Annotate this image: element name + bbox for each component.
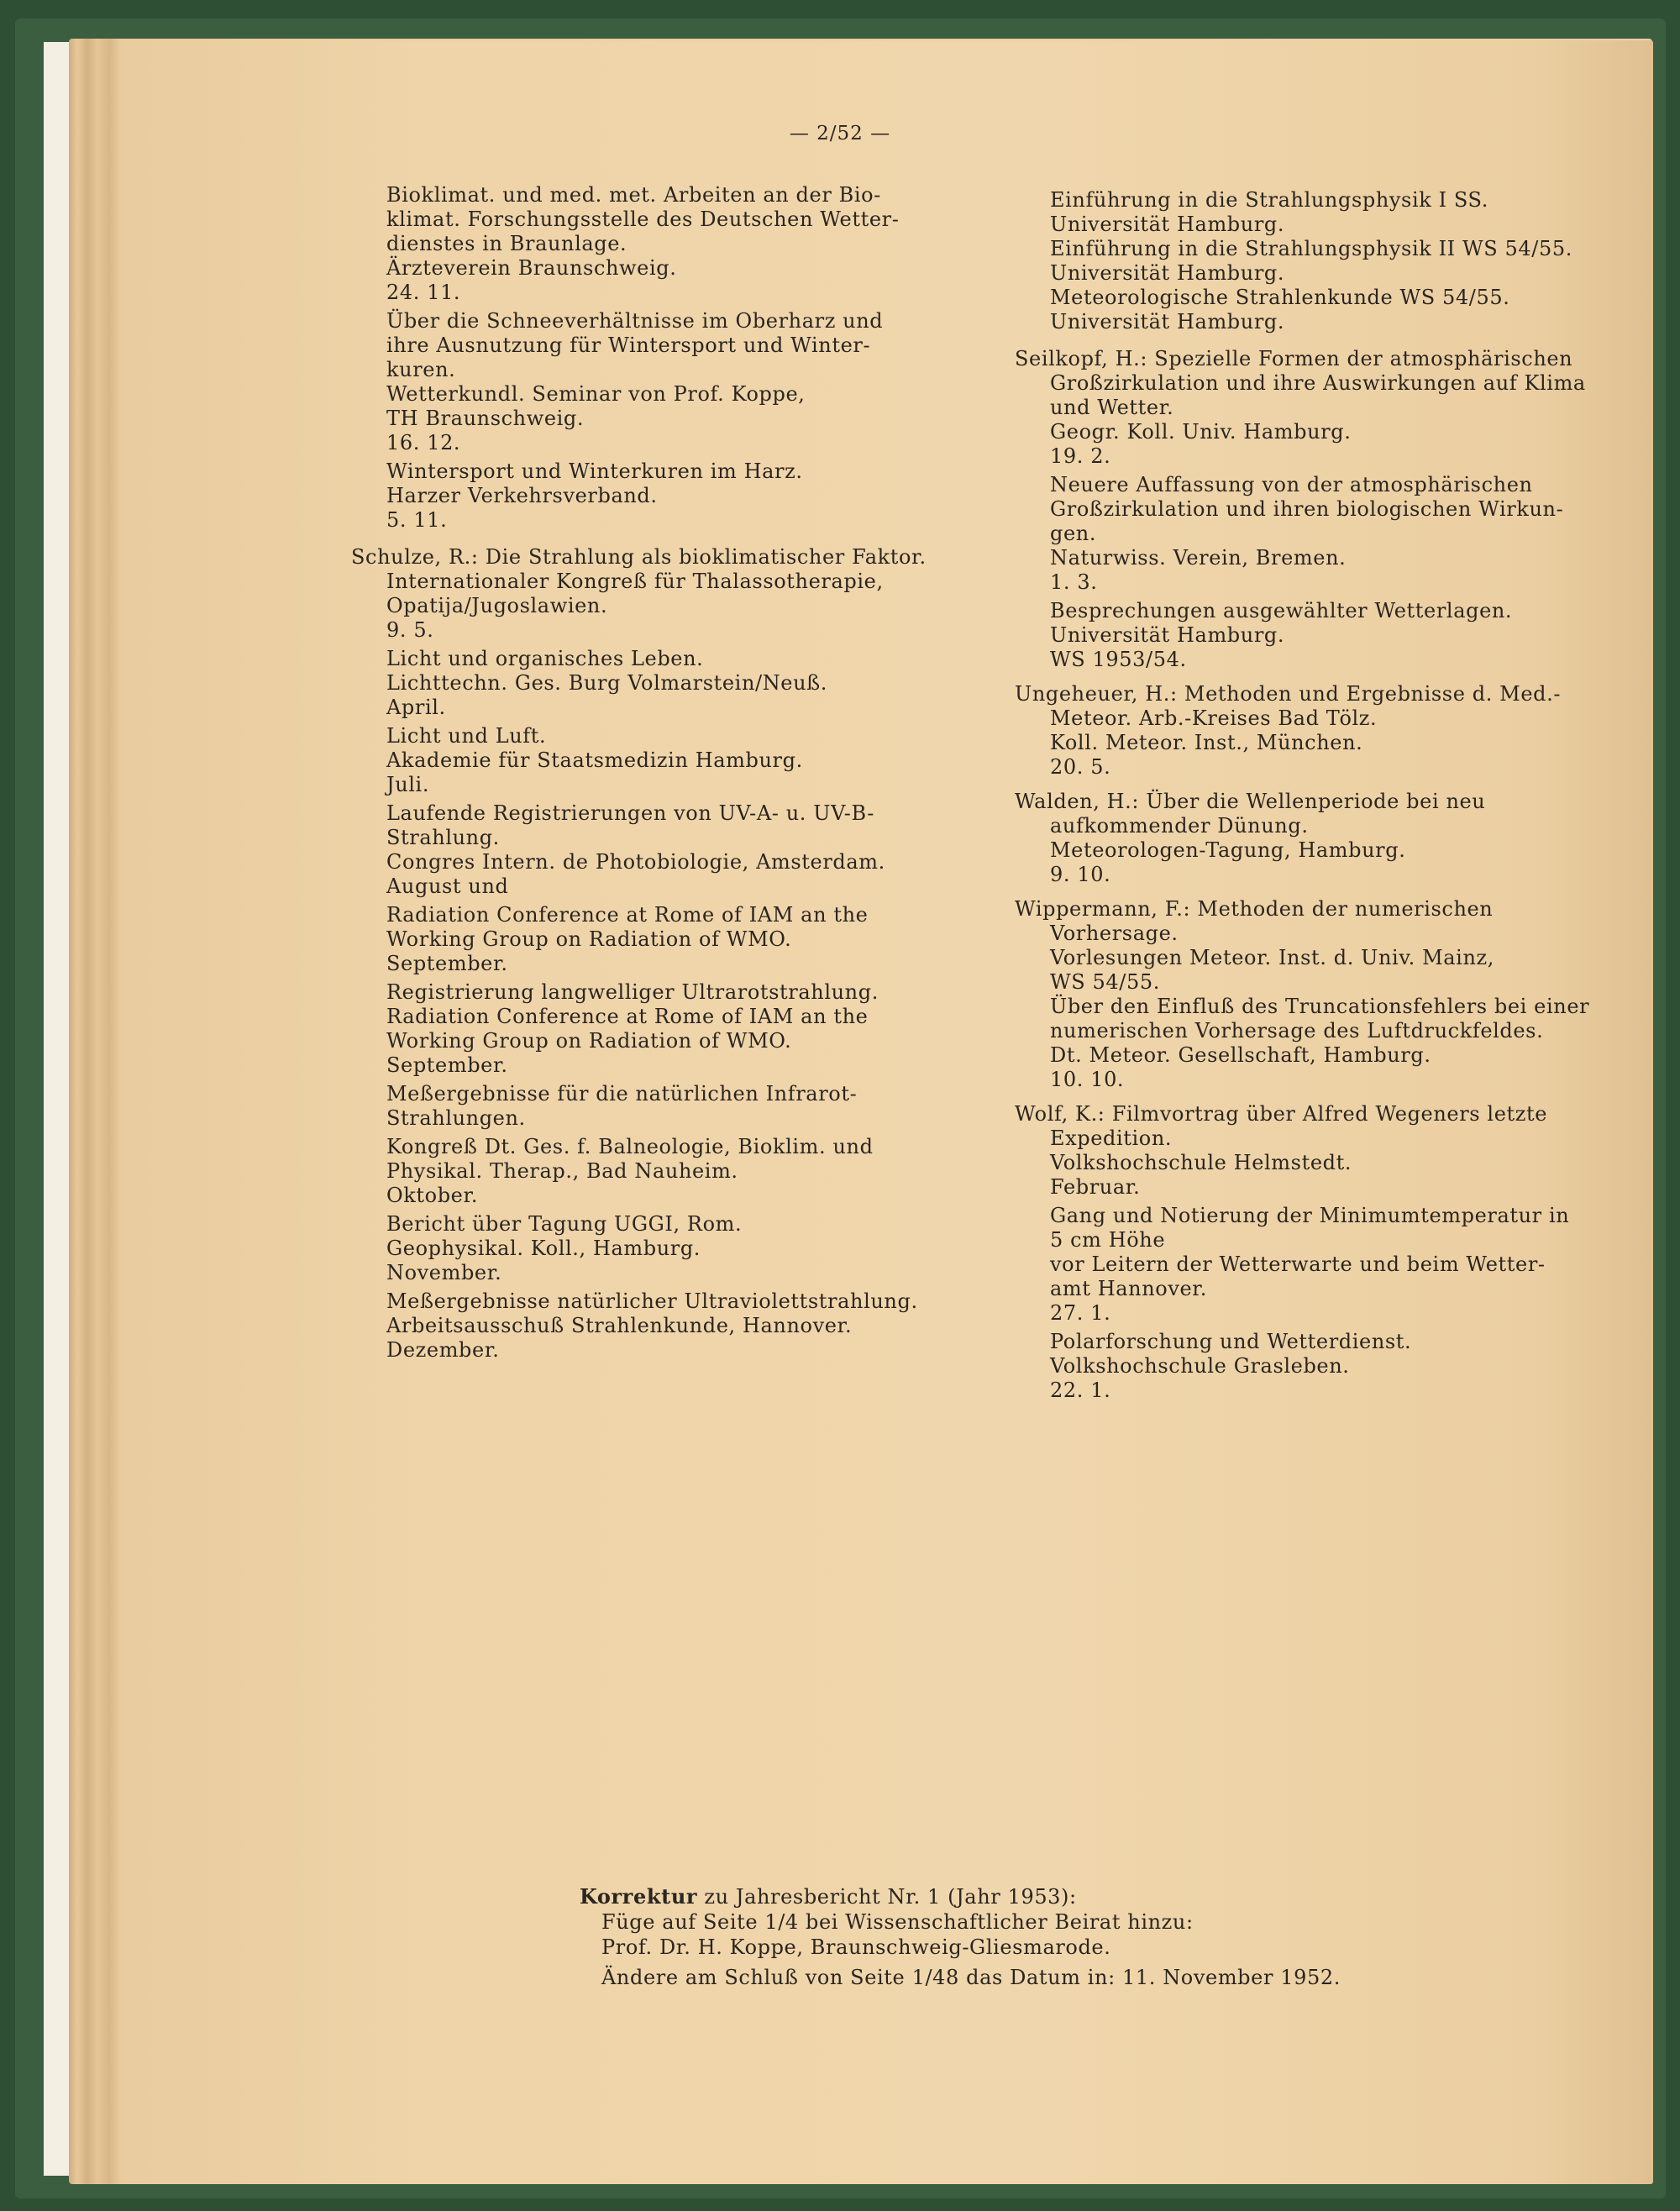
- entry-item: [1015, 838, 1608, 887]
- entry-line: 5 cm Höhe: [1050, 1228, 1166, 1252]
- entry-line: November.: [386, 1261, 502, 1284]
- entry-line: WS 1953/54.: [1050, 648, 1187, 671]
- entry-line: Über die Schneeverhältnisse im Oberharz und: [386, 309, 884, 333]
- entry-item: [351, 647, 973, 720]
- entry-item: [351, 724, 973, 797]
- entry-item: [1015, 1151, 1608, 1200]
- entry-head: Walden, H.: Über die Wellenperiode bei neu aufkommender Dünung.: [1015, 790, 1486, 838]
- entry-line: Strahlung.: [386, 826, 500, 849]
- entry-line: Einführung in die Strahlungsphysik II WS 54/55.: [1050, 237, 1572, 260]
- entry-line: Dezember.: [386, 1338, 500, 1362]
- entry-line: Congres Intern. de Photobiologie, Amsterdam.: [386, 850, 885, 874]
- entry-line: 9. 10.: [1050, 863, 1111, 886]
- entry-item: [351, 903, 973, 976]
- entry-line: Oktober.: [386, 1184, 479, 1207]
- entry-line: Universität Hamburg.: [1050, 261, 1285, 285]
- page-edge-strip: [44, 42, 69, 2176]
- korrektur-title-rest: zu Jahresbericht Nr. 1 (Jahr 1953):: [697, 1885, 1077, 1909]
- entry-line: klimat. Forschungsstelle des Deutschen Wetter-: [386, 207, 900, 231]
- korrektur-title: [580, 1884, 1420, 1909]
- entry-line: Dt. Meteor. Gesellschaft, Hamburg.: [1050, 1043, 1431, 1067]
- bibliography-entry: [1015, 682, 1608, 780]
- bibliography-entry: [1015, 897, 1608, 1092]
- entry-line: 10. 10.: [1050, 1068, 1125, 1091]
- entry-line: Meßergebnisse für die natürlichen Infrarot-: [386, 1082, 858, 1106]
- entry-line: Lichttechn. Ges. Burg Volmarstein/Neuß.: [386, 671, 828, 695]
- entry-line: numerischen Vorhersage des Luftdruckfeldes.: [1050, 1019, 1544, 1042]
- entry-line: Internationaler Kongreß für Thalassotherapie,: [386, 570, 884, 593]
- korrektur-line: Füge auf Seite 1/4 bei Wissenschaftlicher Beirat hinzu:: [601, 1910, 1194, 1934]
- entry-line: Ärzteverein Braunschweig.: [386, 256, 677, 280]
- entry-line: Physikal. Therap., Bad Nauheim.: [386, 1159, 738, 1183]
- korrektur-title-bold: Korrektur: [580, 1884, 698, 1909]
- entry-item: [351, 183, 973, 305]
- entry-line: Universität Hamburg.: [1050, 310, 1285, 333]
- entry-line: August und: [386, 874, 509, 898]
- entry-line: Radiation Conference at Rome of IAM an the: [386, 1005, 869, 1028]
- left-column: [351, 183, 973, 1373]
- entry-line: Working Group on Radiation of WMO.: [386, 1029, 792, 1053]
- entry-line: Strahlungen.: [386, 1106, 526, 1130]
- bibliography-entry: [1015, 790, 1608, 887]
- entry-line: 22. 1.: [1050, 1379, 1111, 1402]
- entry-line: Koll. Meteor. Inst., München.: [1050, 731, 1363, 754]
- entry-line: Licht und Luft.: [386, 724, 547, 748]
- entry-item: [1015, 599, 1608, 672]
- entry-line: vor Leitern der Wetterwarte und beim Wetter-: [1050, 1253, 1546, 1276]
- bibliography-entry: [1015, 347, 1608, 672]
- bibliography-entry: [1015, 1102, 1608, 1403]
- entry-line: Universität Hamburg.: [1050, 213, 1285, 236]
- entry-line: Bericht über Tagung UGGI, Rom.: [386, 1212, 743, 1236]
- right-column: [1015, 188, 1608, 1413]
- entry-line: September.: [386, 952, 508, 975]
- entry-line: dienstes in Braunlage.: [386, 232, 627, 255]
- entry-line: amt Hannover.: [1050, 1277, 1207, 1300]
- entry-line: Bioklimat. und med. met. Arbeiten an der Bio-: [386, 183, 881, 207]
- entry-item: [1015, 188, 1608, 334]
- entry-line: 9. 5.: [386, 618, 434, 642]
- entry-line: Volkshochschule Grasleben.: [1050, 1354, 1350, 1378]
- entry-line: Geophysikal. Koll., Hamburg.: [386, 1237, 701, 1260]
- entry-head: Wolf, K.: Filmvortrag über Alfred Wegeners letzte Expedition.: [1015, 1102, 1548, 1150]
- page-number: — 2/52 —: [789, 123, 891, 144]
- entry-line: Meßergebnisse natürlicher Ultraviolettstrahlung.: [386, 1289, 918, 1313]
- entry-line: Meteorologen-Tagung, Hamburg.: [1050, 838, 1406, 862]
- entry-line: Laufende Registrierungen von UV-A- u. UV-B-: [386, 801, 874, 825]
- entry-head: Schulze, R.: Die Strahlung als bioklimatischer Faktor.: [351, 545, 927, 569]
- entry-item: [1015, 473, 1608, 595]
- entry-line: Polarforschung und Wetterdienst.: [1050, 1330, 1412, 1353]
- entry-item: [351, 570, 973, 643]
- entry-line: WS 54/55.: [1050, 970, 1160, 994]
- entry-line: Akademie für Staatsmedizin Hamburg.: [386, 748, 803, 772]
- entry-line: Licht und organisches Leben.: [386, 647, 704, 670]
- korrektur-notice: [580, 1884, 1420, 1990]
- entry-line: Opatija/Jugoslawien.: [386, 594, 608, 617]
- entry-item: [351, 1212, 973, 1285]
- entry-line: Geogr. Koll. Univ. Hamburg.: [1050, 420, 1352, 444]
- entry-line: Wintersport und Winterkuren im Harz.: [386, 460, 803, 483]
- entry-head: Wippermann, F.: Methoden der numerischen Vorhersage.: [1015, 897, 1494, 945]
- entry-line: Gang und Notierung der Minimumtemperatur in: [1050, 1204, 1570, 1227]
- entry-item: [351, 980, 973, 1078]
- entry-line: 27. 1.: [1050, 1301, 1111, 1325]
- entry-line: Naturwiss. Verein, Bremen.: [1050, 546, 1347, 570]
- entry-line: 19. 2.: [1050, 444, 1111, 468]
- entry-line: 24. 11.: [386, 281, 461, 304]
- entry-line: Working Group on Radiation of WMO.: [386, 927, 792, 951]
- entry-item: [1015, 1330, 1608, 1403]
- korrektur-line: Ändere am Schluß von Seite 1/48 das Datum in: 11. November 1952.: [601, 1966, 1341, 1989]
- entry-line: Registrierung langwelliger Ultrarotstrahlung.: [386, 980, 879, 1004]
- entry-item: [1015, 946, 1608, 1092]
- entry-line: September.: [386, 1053, 508, 1077]
- entry-line: Februar.: [1050, 1175, 1141, 1199]
- entry-line: Universität Hamburg.: [1050, 623, 1285, 647]
- entry-line: Meteorologische Strahlenkunde WS 54/55.: [1050, 286, 1510, 309]
- entry-line: Großzirkulation und ihren biologischen Wirkun-: [1050, 497, 1564, 521]
- entry-line: Einführung in die Strahlungsphysik I SS.: [1050, 188, 1488, 212]
- entry-line: 5. 11.: [386, 508, 448, 532]
- entry-item: [1015, 731, 1608, 780]
- entry-line: Radiation Conference at Rome of IAM an the: [386, 903, 869, 927]
- entry-item: [351, 801, 973, 899]
- entry-line: Volkshochschule Helmstedt.: [1050, 1151, 1352, 1174]
- entry-item: [351, 1135, 973, 1208]
- entry-line: Juli.: [386, 773, 430, 796]
- entry-line: Harzer Verkehrsverband.: [386, 484, 658, 507]
- entry-line: 16. 12.: [386, 431, 461, 454]
- entry-line: kuren.: [386, 358, 456, 381]
- entry-head: Seilkopf, H.: Spezielle Formen der atmosphärischen Großzirkulation und ihre Auswirkungen auf Klima und Wetter.: [1015, 347, 1586, 419]
- entry-item: [351, 1289, 973, 1363]
- entry-line: Kongreß Dt. Ges. f. Balneologie, Bioklim. und: [386, 1135, 874, 1158]
- entry-item: [351, 460, 973, 533]
- entry-line: April.: [386, 696, 446, 719]
- entry-line: ihre Ausnutzung für Wintersport und Winter-: [386, 333, 871, 357]
- entry-line: 20. 5.: [1050, 755, 1111, 779]
- entry-line: Vorlesungen Meteor. Inst. d. Univ. Mainz,: [1050, 946, 1494, 969]
- entry-item: [351, 309, 973, 455]
- entry-line: 1. 3.: [1050, 570, 1098, 594]
- korrektur-line: Prof. Dr. H. Koppe, Braunschweig-Gliesmarode.: [601, 1935, 1111, 1959]
- entry-line: Über den Einfluß des Truncationsfehlers bei einer: [1050, 995, 1590, 1018]
- entry-line: Neuere Auffassung von der atmosphärischen: [1050, 473, 1533, 496]
- entry-line: Wetterkundl. Seminar von Prof. Koppe,: [386, 382, 806, 406]
- bibliography-entry: [351, 545, 973, 1363]
- entry-item: [1015, 1204, 1608, 1326]
- entry-item: [351, 1082, 973, 1131]
- entry-line: gen.: [1050, 522, 1097, 545]
- entry-item: [1015, 420, 1608, 469]
- entry-line: Besprechungen ausgewählter Wetterlagen.: [1050, 599, 1513, 622]
- entry-head: Ungeheuer, H.: Methoden und Ergebnisse d. Med.-Meteor. Arb.-Kreises Bad Tölz.: [1015, 682, 1562, 730]
- entry-line: TH Braunschweig.: [386, 407, 585, 430]
- entry-line: Arbeitsausschuß Strahlenkunde, Hannover.: [386, 1314, 853, 1337]
